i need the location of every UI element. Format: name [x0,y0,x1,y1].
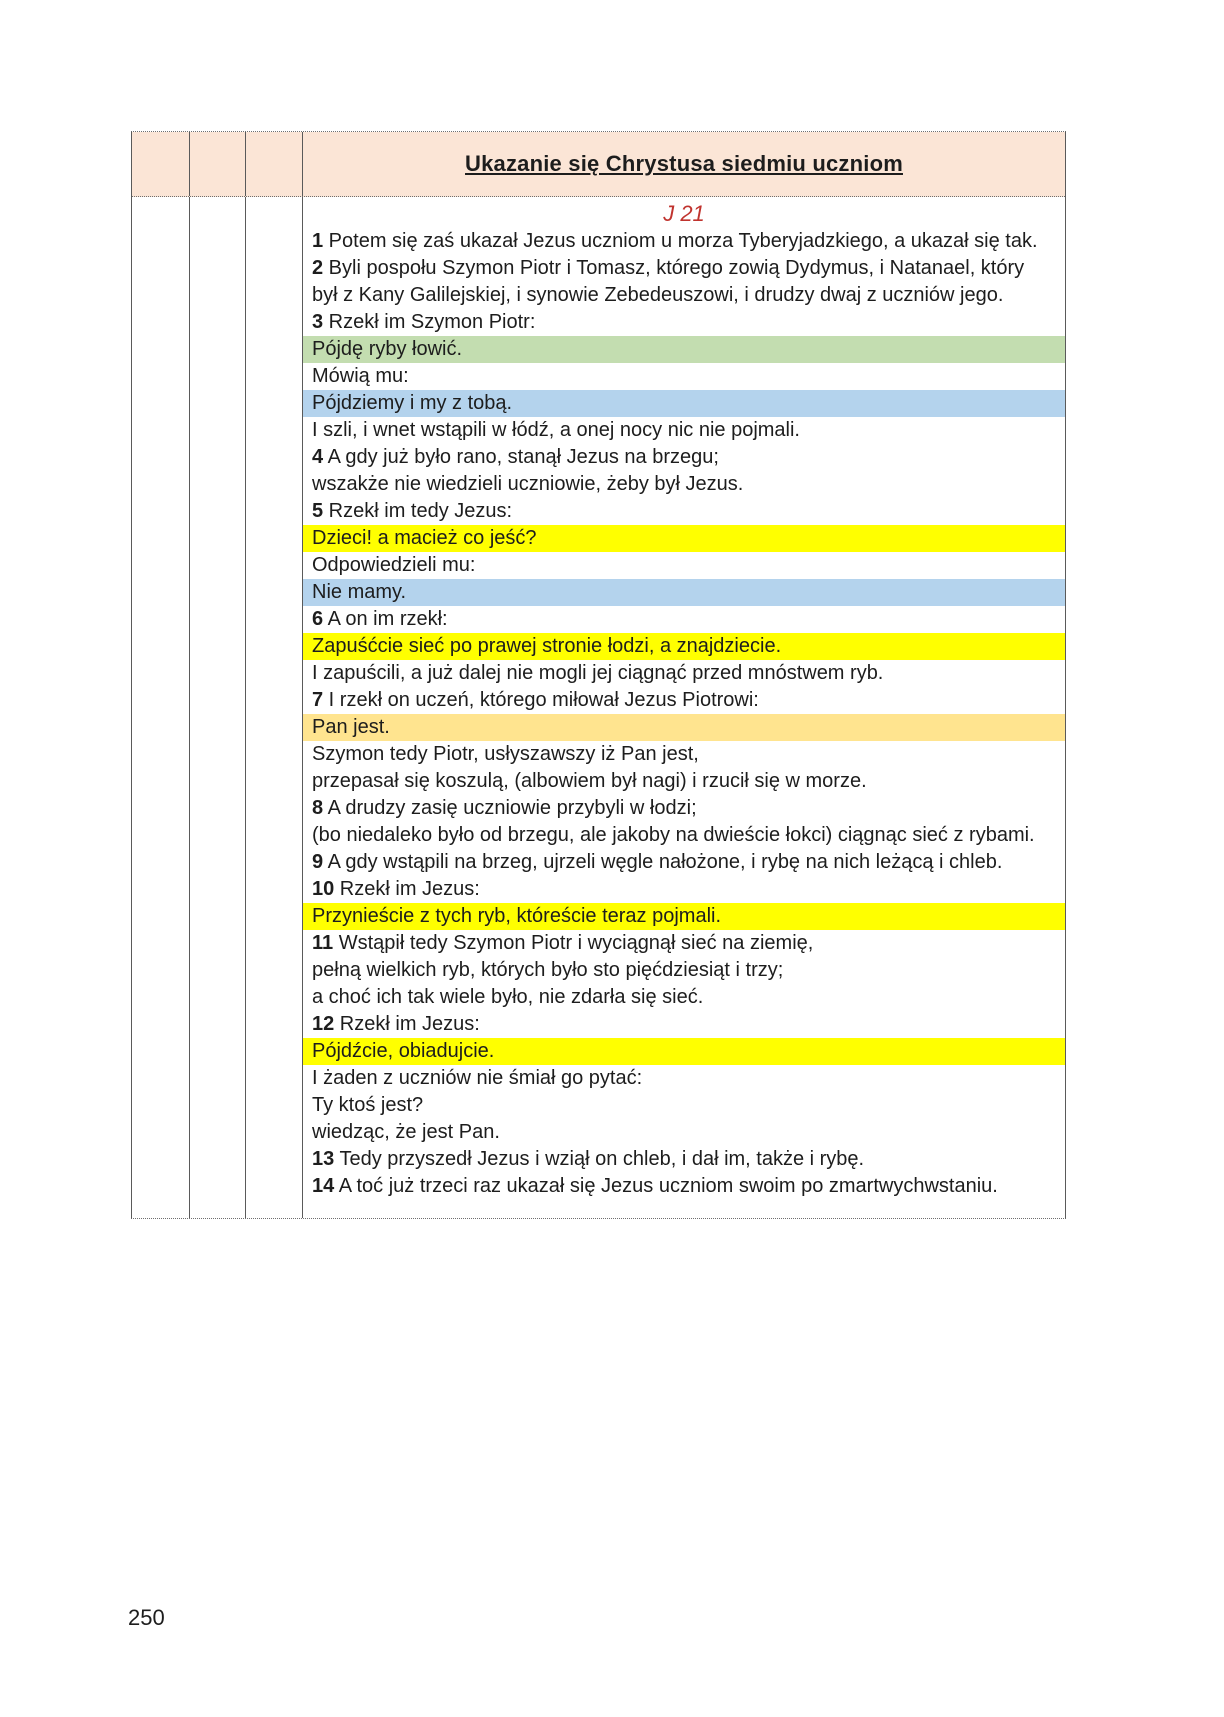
section-title: Ukazanie się Chrystusa siedmiu uczniom [465,151,903,176]
chapter-label: J 21 [663,201,705,226]
table-header-row [132,132,1065,197]
verse-line: Dzieci! a macież co jeść? [303,525,1065,552]
verse-number: 13 [312,1148,335,1170]
verse-line: przepasał się koszulą, (albowiem był nagi) i rzucił się w morze. [312,770,867,792]
verse-line: Przynieście z tych ryb, któreście teraz pojmali. [303,903,1065,930]
verse-number: 11 [312,932,334,954]
verse-line: Pan jest. [303,714,1065,741]
verse-number: 10 [312,878,335,900]
verse-line: (bo niedaleko było od brzegu, ale jakoby na dwieście łokci) ciągnąc sieć z rybami. [312,824,1035,846]
verse-line: 1 Potem się zaś ukazał Jezus uczniom u morza Tyberyjadzkiego, a ukazał się tak. [312,230,1038,252]
verse-line: 9 A gdy wstąpili na brzeg, ujrzeli węgle nałożone, i rybę na nich leżącą i chleb. [312,851,1003,873]
header-cell-main [303,132,1065,196]
verse-lines [303,228,1065,1200]
verse-line: Pójdźcie, obiadujcie. [303,1038,1065,1065]
verse-number: 4 [312,446,324,468]
verse-line: I szli, i wnet wstąpili w łódź, a onej nocy nic nie pojmali. [312,419,800,441]
scripture-table [131,131,1066,1219]
verse-number: 8 [312,797,324,819]
header-cell-empty-2 [190,132,246,196]
verse-line: I zapuścili, a już dalej nie mogli jej ciągnąć przed mnóstwem ryb. [312,662,884,684]
verse-number: 3 [312,311,324,333]
verse-line: 4 A gdy już było rano, stanął Jezus na brzegu; [312,446,719,468]
verse-line: pełną wielkich ryb, których było sto pięćdziesiąt i trzy; [312,959,784,981]
verse-line: 7 I rzekł on uczeń, którego miłował Jezus Piotrowi: [312,689,759,711]
verse-line: Odpowiedzieli mu: [312,554,476,576]
verse-line: 3 Rzekł im Szymon Piotr: [312,311,536,333]
verse-line: Pójdę ryby łowić. [303,336,1065,363]
header-cell-empty-1 [132,132,190,196]
table-body-row [132,197,1065,1218]
verse-line: a choć ich tak wiele było, nie zdarła się sieć. [312,986,704,1008]
verse-line: Zapuśćcie sieć po prawej stronie łodzi, a znajdziecie. [303,633,1065,660]
verse-line: Mówią mu: [312,365,409,387]
verse-number: 1 [312,230,324,252]
verse-line: wiedząc, że jest Pan. [312,1121,500,1143]
verse-line: 2 Byli pospołu Szymon Piotr i Tomasz, którego zowią Dydymus, i Natanael, który [312,257,1025,279]
verse-line: Pójdziemy i my z tobą. [303,390,1065,417]
verse-line: I żaden z uczniów nie śmiał go pytać: [312,1067,643,1089]
page-number: 250 [128,1605,165,1630]
body-cell-main [303,197,1065,1218]
verse-line: Ty ktoś jest? [312,1094,424,1116]
verse-number: 14 [312,1175,335,1197]
verse-line: wszakże nie wiedzieli uczniowie, żeby był Jezus. [312,473,744,495]
verse-line: 13 Tedy przyszedł Jezus i wziął on chleb, i dał im, także i rybę. [312,1148,865,1170]
verse-number: 7 [312,689,324,711]
verse-line: 6 A on im rzekł: [312,608,448,630]
verse-line: Szymon tedy Piotr, usłyszawszy iż Pan jest, [312,743,699,765]
verse-line: 12 Rzekł im Jezus: [312,1013,480,1035]
verse-line: Nie mamy. [303,579,1065,606]
verse-line: 14 A toć już trzeci raz ukazał się Jezus uczniom swoim po zmartwychwstaniu. [312,1175,998,1197]
verse-number: 2 [312,257,324,279]
verse-number: 6 [312,608,324,630]
verse-line: był z Kany Galilejskiej, i synowie Zebedeuszowi, i drudzy dwaj z uczniów jego. [312,284,1004,306]
verse-line: 5 Rzekł im tedy Jezus: [312,500,513,522]
verse-line: 10 Rzekł im Jezus: [312,878,480,900]
verse-number: 9 [312,851,324,873]
body-cell-empty-1 [132,197,190,1218]
header-cell-empty-3 [246,132,303,196]
verse-number: 5 [312,500,324,522]
body-cell-empty-3 [246,197,303,1218]
verse-number: 12 [312,1013,335,1035]
verse-line: 8 A drudzy zasię uczniowie przybyli w łodzi; [312,797,697,819]
verse-line: 11 Wstąpił tedy Szymon Piotr i wyciągnął sieć na ziemię, [312,932,814,954]
body-cell-empty-2 [190,197,246,1218]
